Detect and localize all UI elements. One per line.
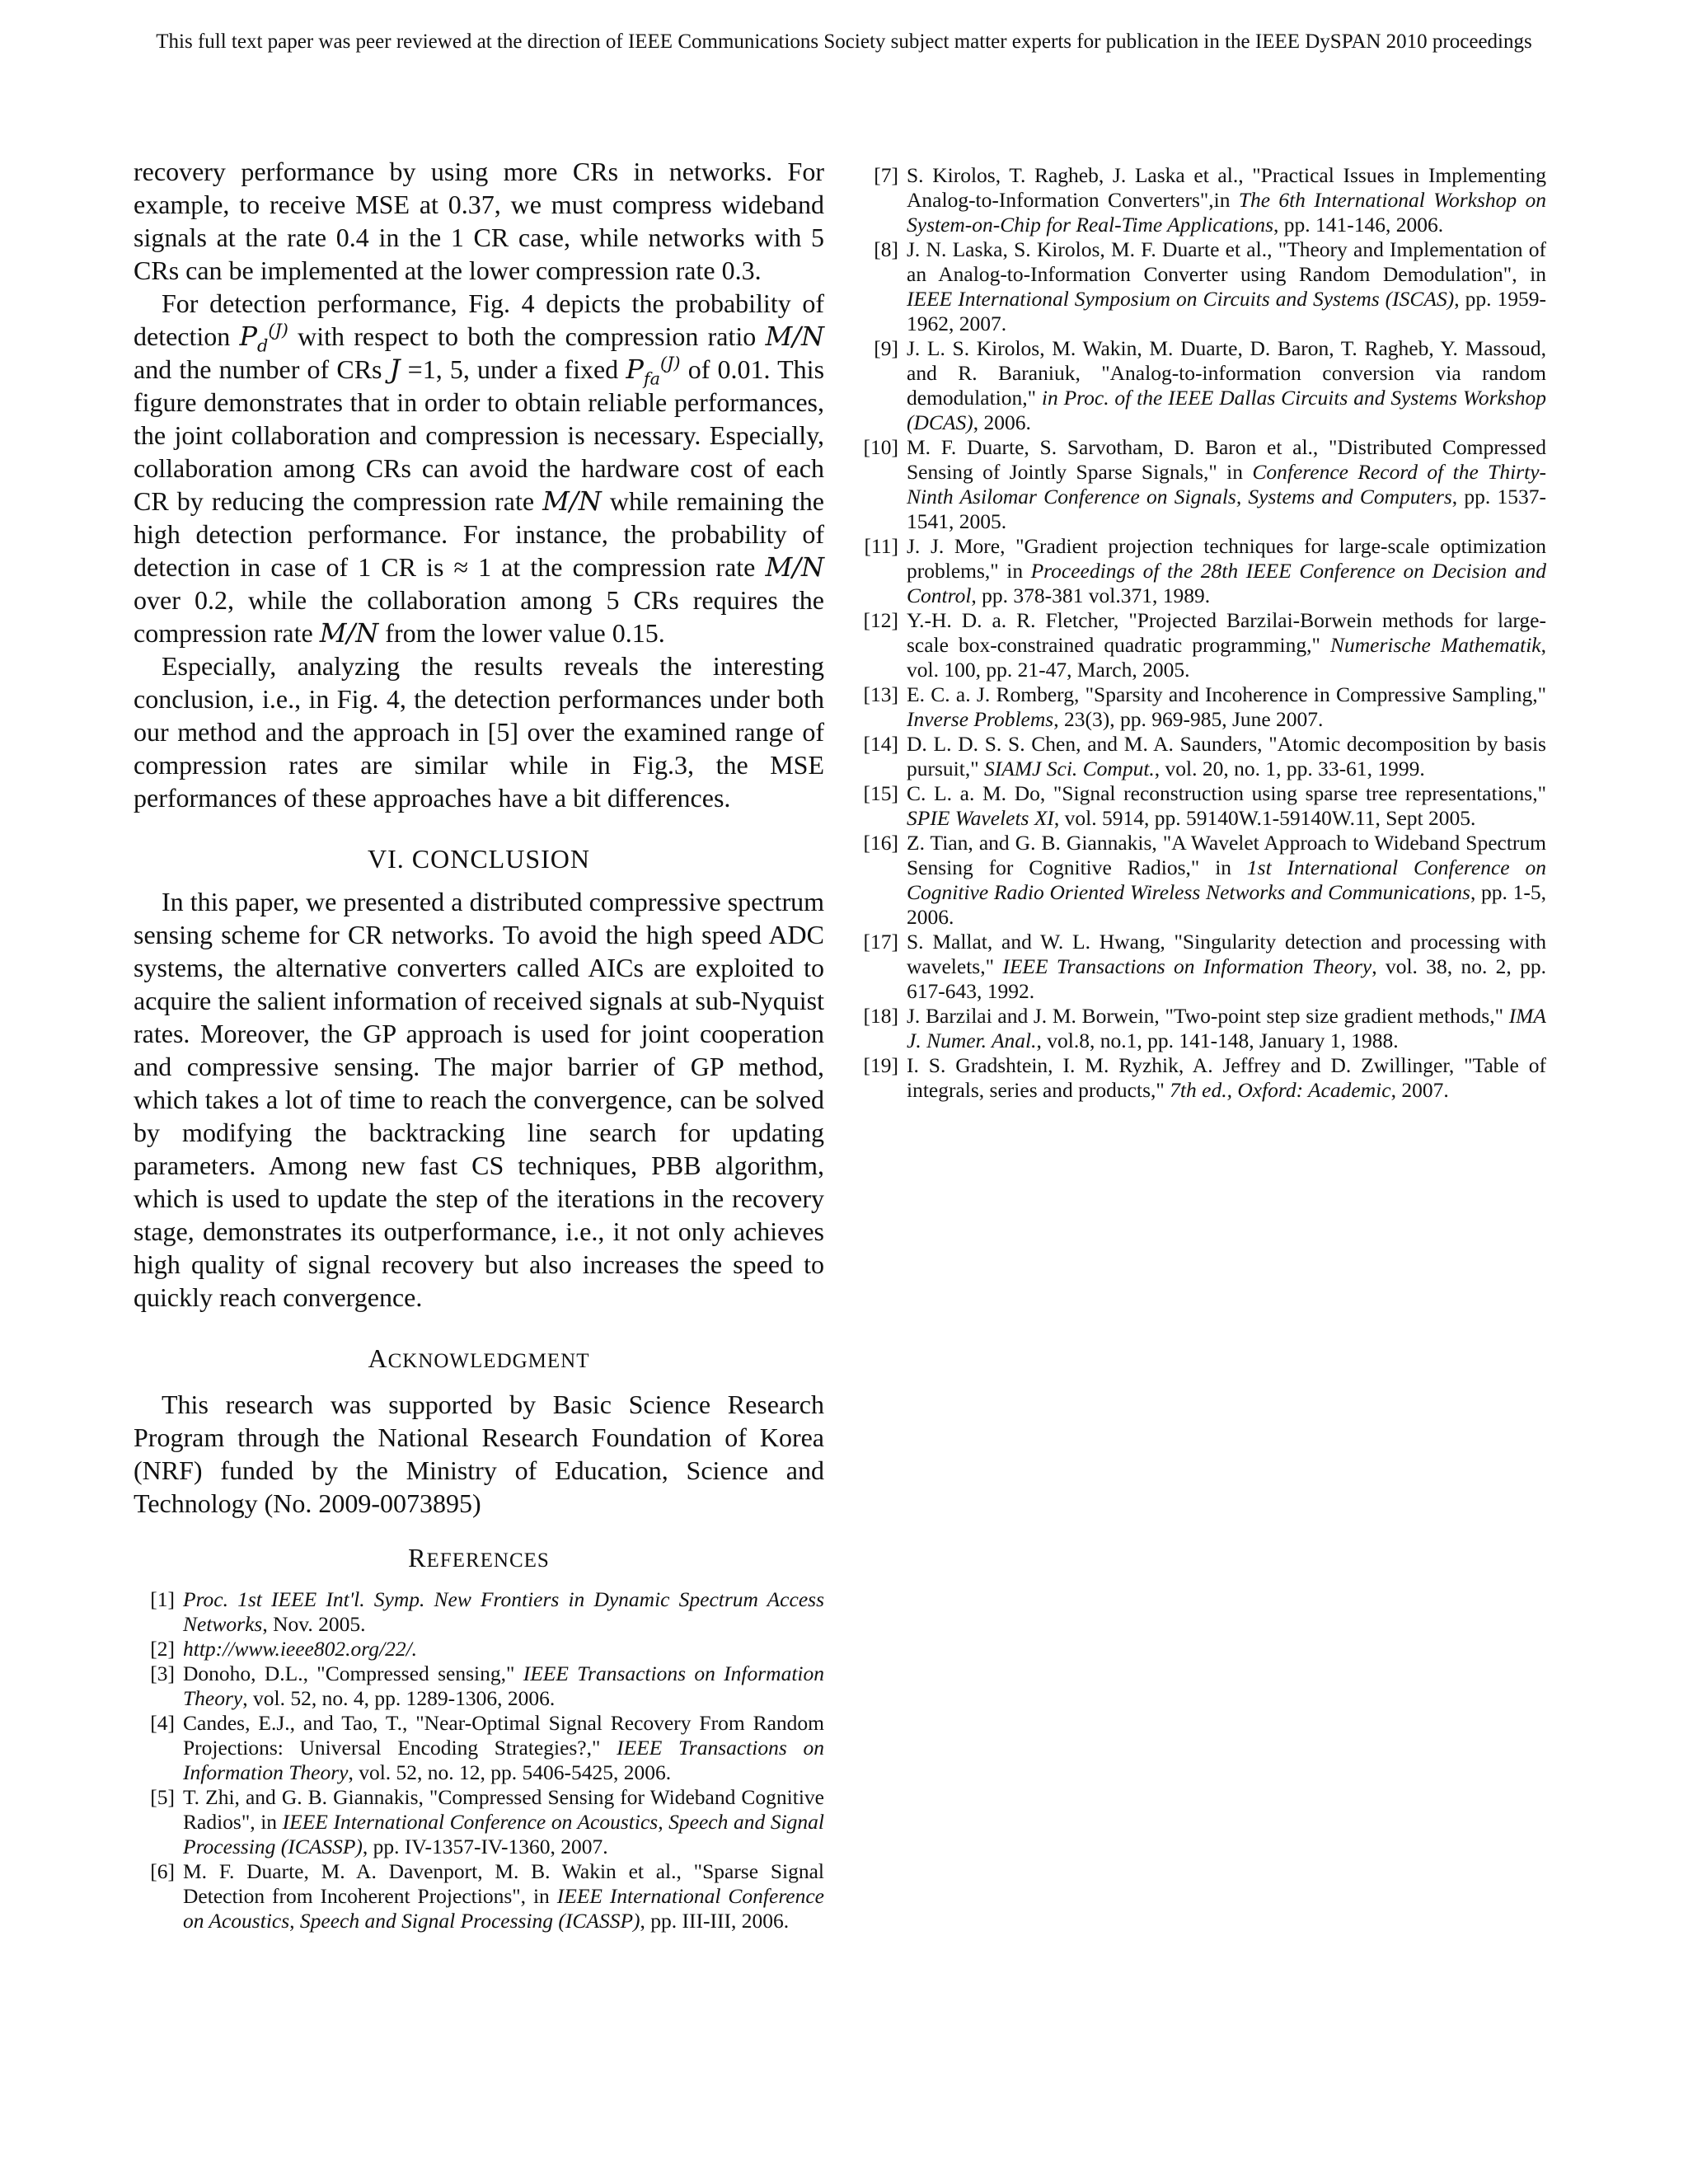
reference-item: [12] Y.-H. D. a. R. Fletcher, "Projected Barzilai-Borwein methods for large-scale box-constrained quadratic programming," Numerische Mathematik, vol. 100, pp. 21-47, March, 2005. bbox=[857, 608, 1546, 682]
reference-number: [11] bbox=[864, 534, 898, 558]
reference-number: [16] bbox=[863, 831, 898, 855]
math-pfa: $P_{fa}^{(J)}$ bbox=[626, 353, 681, 389]
section-title-references: REFERENCES bbox=[408, 1543, 550, 1572]
reference-number: [10] bbox=[863, 435, 898, 459]
reference-item: [15] C. L. a. M. Do, "Signal reconstruction using sparse tree representations," SPIE Wavelets XI, vol. 5914, pp. 59140W.1-59140W.11, Sept 2005. bbox=[857, 781, 1546, 831]
text-span: For detection performance, Fig. 4 depicts the probability of detection bbox=[134, 288, 824, 351]
reference-item: [18] J. Barzilai and J. M. Borwein, "Two-point step size gradient methods," IMA J. Numer. Anal., vol.8, no.1, pp. 141-148, January 1, 1988. bbox=[857, 1004, 1546, 1053]
text-span: over 0.2, while the collaboration among 5 CRs requires the compression rate bbox=[134, 585, 824, 648]
paragraph-detection bbox=[134, 287, 824, 649]
reference-item: [1] Proc. 1st IEEE Int'l. Symp. New Frontiers in Dynamic Spectrum Access Networks, Nov. 2005. bbox=[134, 1587, 824, 1637]
reference-item: [3] Donoho, D.L., "Compressed sensing," IEEE Transactions on Information Theory, vol. 52, no. 4, pp. 1289-1306, 2006. bbox=[134, 1661, 824, 1711]
reference-item: [4] Candes, E.J., and Tao, T., "Near-Optimal Signal Recovery From Random Projections: Universal Encoding Strategies?," IEEE Transactions on Information Theory, vol. 52, no. 12, pp. 5406-5425, 2006. bbox=[134, 1711, 824, 1785]
math-j: J bbox=[389, 354, 401, 385]
reference-item: [19] I. S. Gradshtein, I. M. Ryzhik, A. Jeffrey and D. Zwillinger, "Table of integrals, series and products," 7th ed., Oxford: Academic, 2007. bbox=[857, 1053, 1546, 1103]
text-span: and the number of CRs bbox=[134, 354, 390, 384]
left-column bbox=[134, 155, 824, 1933]
reference-number: [12] bbox=[863, 608, 898, 632]
reference-number: [4] bbox=[150, 1711, 175, 1735]
reference-number: [6] bbox=[150, 1859, 175, 1883]
text-span: while remaining the high detection performance. For instance, the probability of detection in case of 1 CR is ≈ 1 at the compression rate bbox=[134, 486, 825, 582]
right-column bbox=[857, 163, 1546, 1103]
reference-item: [10] M. F. Duarte, S. Sarvotham, D. Baron et al., "Distributed Compressed Sensing of Jointly Sparse Signals," in Conference Record of the Thirty-Ninth Asilomar Conference on Signals, Systems and Computers, pp. 1537-1541, 2005. bbox=[857, 435, 1546, 534]
reference-number: [1] bbox=[150, 1587, 175, 1611]
reference-number: [19] bbox=[863, 1053, 898, 1077]
page-header: This full text paper was peer reviewed at the direction of IEEE Communications Society subject matter experts for publication in the IEEE DySPAN 2010 proceedings bbox=[156, 30, 1532, 53]
text-span: with respect to both the compression ratio bbox=[288, 321, 766, 351]
reference-list-left bbox=[134, 1587, 824, 1933]
reference-number: [17] bbox=[863, 930, 898, 954]
text-span: of 0.01. This figure demonstrates that in order to obtain reliable performances, the joint collaboration and compression is necessary. Especially, collaboration among CRs can avoid the hardware cost of each CR by reducing the compression rate bbox=[134, 354, 825, 516]
reference-number: [3] bbox=[150, 1661, 175, 1685]
paragraph-analysis: Especially, analyzing the results reveals the interesting conclusion, i.e., in Fig. 4, the detection performances under both our method and the approach in [5] over the examined range of compression rates are similar while in Fig.3, the MSE performances of these approaches have a bit differences. bbox=[134, 651, 824, 813]
paragraph-acknowledgment: This research was supported by Basic Science Research Program through the National Research Foundation of Korea (NRF) funded by the Ministry of Education, Science and Technology (No. 2009-0073895) bbox=[134, 1390, 824, 1518]
reference-number: [7] bbox=[874, 163, 898, 187]
reference-item: [5] T. Zhi, and G. B. Giannakis, "Compressed Sensing for Wideband Cognitive Radios", in IEEE International Conference on Acoustics, Speech and Signal Processing (ICASSP), pp. IV-1357-IV-1360, 2007. bbox=[134, 1785, 824, 1859]
reference-item: [13] E. C. a. J. Romberg, "Sparsity and Incoherence in Compressive Sampling," Inverse Problems, 23(3), pp. 969-985, June 2007. bbox=[857, 682, 1546, 732]
reference-number: [9] bbox=[874, 336, 898, 360]
section-title-acknowledgment: ACKNOWLEDGMENT bbox=[368, 1343, 590, 1373]
text-span: =1, 5, under a fixed bbox=[400, 354, 626, 384]
reference-item: [11] J. J. More, "Gradient projection techniques for large-scale optimization problems," in Proceedings of the 28th IEEE Conference on Decision and Control, pp. 378-381 vol.371, 1989. bbox=[857, 534, 1546, 608]
reference-item: [6] M. F. Duarte, M. A. Davenport, M. B. Wakin et al., "Sparse Signal Detection from Incoherent Projections", in IEEE International Conference on Acoustics, Speech and Signal Processing (ICASSP), pp. III-III, 2006. bbox=[134, 1859, 824, 1933]
math-mn: M/N bbox=[765, 321, 824, 352]
reference-number: [2] bbox=[150, 1637, 175, 1661]
reference-item: [17] S. Mallat, and W. L. Hwang, "Singularity detection and processing with wavelets," IEEE Transactions on Information Theory, vol. 38, no. 2, pp. 617-643, 1992. bbox=[857, 930, 1546, 1004]
reference-item: [2] http://www.ieee802.org/22/. bbox=[134, 1637, 824, 1661]
reference-number: [13] bbox=[863, 682, 898, 706]
paragraph-recovery: recovery performance by using more CRs in networks. For example, to receive MSE at 0.37, we must compress wideband signals at the rate 0.4 in the 1 CR case, while networks with 5 CRs can be implemented at the lower compression rate 0.3. bbox=[134, 157, 824, 285]
reference-item: [16] Z. Tian, and G. B. Giannakis, "A Wavelet Approach to Wideband Spectrum Sensing for Cognitive Radios," in 1st International Conference on Cognitive Radio Oriented Wireless Networks and Communications, pp. 1-5, 2006. bbox=[857, 831, 1546, 930]
reference-number: [18] bbox=[863, 1004, 898, 1028]
reference-number: [5] bbox=[150, 1785, 175, 1809]
text-span: from the lower value 0.15. bbox=[378, 618, 665, 648]
reference-list-right bbox=[857, 163, 1546, 1103]
reference-number: [14] bbox=[863, 732, 898, 756]
paragraph-conclusion: In this paper, we presented a distributed compressive spectrum sensing scheme for CR networks. To avoid the high speed ADC systems, the alternative converters called AICs are exploited to acquire the salient information of received signals at sub-Nyquist rates. Moreover, the GP approach is used for joint cooperation and compressive sensing. The major barrier of GP method, which takes a lot of time to reach the convergence, can be solved by modifying the backtracking line search for updating parameters. Among new fast CS techniques, PBB algorithm, which is used to update the step of the iterations in the recovery stage, demonstrates its outperformance, i.e., it not only achieves high quality of signal recovery but also increases the speed to quickly reach convergence. bbox=[134, 887, 824, 1312]
reference-item: [8] J. N. Laska, S. Kirolos, M. F. Duarte et al., "Theory and Implementation of an Analog-to-Information Converter using Random Demodulation", in IEEE International Symposium on Circuits and Systems (ISCAS), pp. 1959-1962, 2007. bbox=[857, 237, 1546, 336]
math-mn: M/N bbox=[765, 551, 824, 583]
reference-number: [8] bbox=[874, 237, 898, 261]
reference-item: [7] S. Kirolos, T. Ragheb, J. Laska et al., "Practical Issues in Implementing Analog-to-Information Converters",in The 6th International Workshop on System-on-Chip for Real-Time Applications, pp. 141-146, 2006. bbox=[857, 163, 1546, 237]
section-title-conclusion: VI. CONCLUSION bbox=[368, 844, 590, 874]
reference-item: [9] J. L. S. Kirolos, M. Wakin, M. Duarte, D. Baron, T. Ragheb, Y. Massoud, and R. Baraniuk, "Analog-to-information conversion via random demodulation," in Proc. of the IEEE Dallas Circuits and Systems Workshop (DCAS), 2006. bbox=[857, 336, 1546, 435]
reference-number: [15] bbox=[863, 781, 898, 805]
math-pd: $P_d^{(J)}$ bbox=[239, 320, 288, 356]
math-mn: M/N bbox=[319, 617, 379, 649]
math-mn: M/N bbox=[542, 485, 602, 517]
reference-item: [14] D. L. D. S. S. Chen, and M. A. Saunders, "Atomic decomposition by basis pursuit," SIAMJ Sci. Comput., vol. 20, no. 1, pp. 33-61, 1999. bbox=[857, 732, 1546, 781]
